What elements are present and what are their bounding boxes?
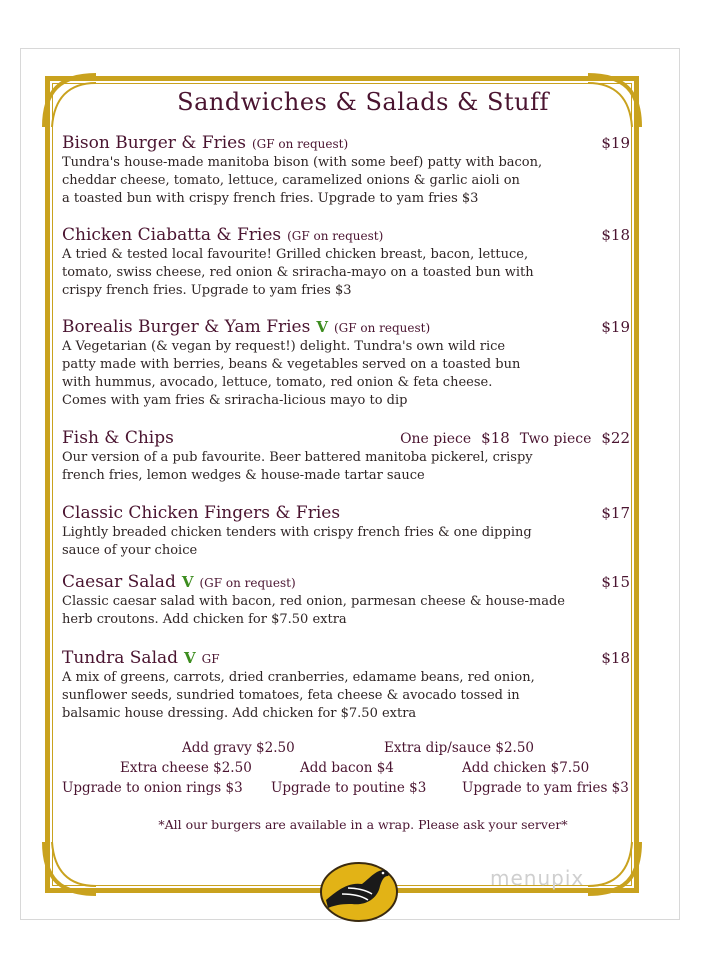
vegetarian-icon: V: [316, 318, 328, 336]
extra-cheese: Extra cheese $2.50: [120, 760, 252, 776]
one-piece-price: $18: [481, 429, 510, 447]
item-price: $15: [601, 573, 630, 591]
item-name: Bison Burger & Fries: [62, 133, 246, 153]
item-description: Lightly breaded chicken tenders with crispy french fries & one dipping sauce of your choice: [62, 525, 532, 558]
ptarmigan-logo: [318, 858, 400, 922]
item-price: $17: [601, 504, 630, 522]
item-note: (GF on request): [287, 229, 384, 243]
extra-add-chicken: Add chicken $7.50: [462, 760, 590, 776]
vegetarian-icon: V: [181, 573, 194, 591]
item-name: Borealis Burger & Yam Fries: [62, 317, 311, 337]
item-name: Caesar Salad: [62, 572, 176, 592]
wrap-footnote: *All our burgers are available in a wrap. Please ask your server*: [158, 817, 568, 832]
menu-title: Sandwiches & Salads & Stuff: [177, 88, 549, 116]
item-name: Fish & Chips: [62, 428, 174, 448]
menu-item-chicken-fingers: [62, 503, 630, 560]
item-description: A tried & tested local favourite! Grilled chicken breast, bacon, lettuce, tomato, swiss cheese, red onion & sriracha-mayo on a toasted bun with crispy french fries. Upgrade to yam fries $3: [62, 247, 534, 298]
menu-item-borealis-burger: [62, 317, 630, 410]
item-description: Tundra's house-made manitoba bison (with some beef) patty with bacon, cheddar cheese, tomato, lettuce, caramelized onions & garlic aioli on a toasted bun with crispy french fries. Upgrade to yam fries $3: [62, 155, 543, 206]
item-price: $18: [601, 226, 630, 244]
item-note: (GF on request): [251, 137, 349, 151]
two-piece-label: Two piece: [519, 431, 592, 447]
item-description: A Vegetarian (& vegan by request!) delight. Tundra's own wild rice patty made with berries, beans & vegetables served on a toasted bun with hummus, avocado, lettuce, tomato, red onion & feta cheese. Comes with yam fries & sriracha-licious mayo to dip: [62, 339, 521, 408]
vegetarian-icon: V: [184, 649, 196, 667]
corner-flourish-bottom-right: [584, 838, 644, 898]
item-price-options: [400, 429, 630, 447]
item-price: $18: [601, 649, 630, 667]
extra-dip-sauce: Extra dip/sauce $2.50: [384, 740, 534, 756]
item-note: (GF on request): [333, 321, 431, 335]
item-description: A mix of greens, carrots, dried cranberries, edamame beans, red onion, sunflower seeds, sundried tomatoes, feta cheese & avocado tossed in balsamic house dressing. Add chicken for $7.50 extra: [62, 670, 535, 721]
item-name: Chicken Ciabatta & Fries: [62, 225, 282, 245]
menu-item-tundra-salad: [62, 648, 630, 723]
extra-add-bacon: Add bacon $4: [300, 760, 394, 776]
extra-poutine: Upgrade to poutine $3: [271, 780, 427, 796]
item-description: Classic caesar salad with bacon, red onion, parmesan cheese & house-made herb croutons. Add chicken for $7.50 extra: [62, 594, 565, 627]
extras-list: [62, 740, 638, 800]
item-note: (GF on request): [199, 576, 296, 590]
item-price: $19: [601, 318, 630, 336]
item-name: Classic Chicken Fingers & Fries: [62, 503, 341, 523]
item-name: Tundra Salad: [62, 648, 179, 668]
menu-item-chicken-ciabatta: [62, 225, 630, 300]
menu-item-caesar-salad: [62, 572, 630, 629]
corner-flourish-bottom-left: [40, 838, 100, 898]
menu-item-fish-and-chips: [62, 428, 630, 485]
item-price: $19: [601, 134, 630, 152]
extra-add-gravy: Add gravy $2.50: [182, 740, 295, 756]
two-piece-price: $22: [601, 429, 630, 447]
menu-item-bison-burger: [62, 133, 630, 208]
one-piece-label: One piece: [400, 431, 472, 447]
extra-onion-rings: Upgrade to onion rings $3: [62, 780, 243, 796]
item-note: GF: [201, 652, 220, 666]
item-description: Our version of a pub favourite. Beer battered manitoba pickerel, crispy french fries, lemon wedges & house-made tartar sauce: [62, 450, 533, 483]
menupix-watermark: menupix: [490, 866, 585, 890]
extra-yam-fries: Upgrade to yam fries $3: [462, 780, 629, 796]
